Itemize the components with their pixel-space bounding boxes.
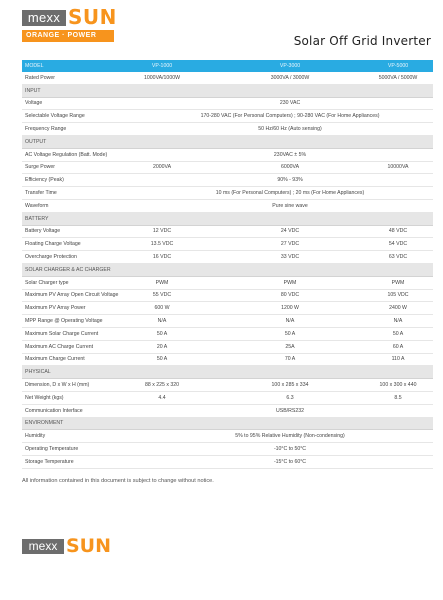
- row-label: Storage Temperature: [25, 458, 74, 465]
- table-row: Floating Charge Voltage 13.5 VDC 27 VDC 54 VDC: [22, 238, 433, 251]
- row-label: Operating Temperature: [25, 446, 79, 452]
- row-label: Dimension, D x W x H (mm): [25, 382, 90, 389]
- spec-table: [22, 60, 433, 469]
- row-label: Maximum PV Array Power: [25, 305, 86, 312]
- row-label: Efficiency (Peak): [25, 177, 64, 184]
- section-title: SOLAR CHARGER & AC CHARGER: [25, 266, 111, 273]
- section-title: ENVIRONMENT: [25, 420, 64, 427]
- table-header-row: MODEL VP-1000 VP-3000 VP-5000: [22, 60, 433, 72]
- row-label: Maximum PV Array Open Circuit Voltage: [25, 292, 119, 299]
- section-header-row: [22, 213, 433, 226]
- table-row: Humidity 5% to 95% Relative Humidity (Non-condensing): [22, 430, 433, 443]
- row-label: Transfer Time: [25, 190, 57, 197]
- row-label: Surge Power: [25, 164, 55, 171]
- row-label: Overcharge Protection: [25, 254, 77, 261]
- footer-logo-mexx: mexx: [22, 539, 64, 554]
- table-row: Selectable Voltage Range 170-280 VAC (For Personal Computers) ; 90-280 VAC (For Home Appliances): [22, 110, 433, 123]
- row-label: Rated Power: [25, 74, 55, 81]
- row-label: Maximum Solar Charge Current: [25, 330, 99, 337]
- table-row: MPP Range @ Operating Voltage N/A N/A N/A: [22, 315, 433, 328]
- section-title: INPUT: [25, 87, 41, 94]
- section-header-row: [22, 418, 433, 431]
- logo-word-sun: SUN: [68, 5, 117, 29]
- table-row: Rated Power 1000VA/1000W 3000VA / 3000W 5000VA / 5000W: [22, 72, 433, 85]
- table-row: Communication Interface USB/RS232: [22, 405, 433, 418]
- row-label: Selectable Voltage Range: [25, 113, 85, 120]
- section-header-row: [22, 136, 433, 149]
- row-label: MPP Range @ Operating Voltage: [25, 318, 103, 325]
- table-row: Maximum AC Charge Current 20 A 25A 60 A: [22, 341, 433, 354]
- table-row: Storage Temperature -15°C to 60°C: [22, 456, 433, 469]
- row-label: Maximum Charge Current: [25, 356, 85, 363]
- section-title: PHYSICAL: [25, 369, 51, 376]
- row-label: Waveform: [25, 202, 49, 209]
- row-label: Frequency Range: [25, 126, 67, 133]
- table-row: Efficiency (Peak) 90% - 93%: [22, 174, 433, 187]
- brand-logo: [22, 5, 132, 40]
- page-title: Solar Off Grid Inverter: [293, 34, 431, 48]
- table-row: Waveform Pure sine wave: [22, 200, 433, 213]
- footer-logo-sun: SUN: [66, 535, 112, 557]
- row-label: Communication Interface: [25, 407, 83, 414]
- row-label: Maximum AC Charge Current: [25, 343, 94, 350]
- row-label: Solar Charger type: [25, 279, 69, 286]
- section-header-row: [22, 85, 433, 98]
- header-label: MODEL: [25, 63, 44, 69]
- table-row: Surge Power 2000VA 6000VA 10000VA: [22, 162, 433, 175]
- section-title: BATTERY: [25, 215, 49, 222]
- table-row: Overcharge Protection 16 VDC 33 VDC 63 VDC: [22, 251, 433, 264]
- section-header-row: [22, 366, 433, 379]
- table-row: Maximum PV Array Power 600 W 1200 W 2400 W: [22, 302, 433, 315]
- section-header-row: [22, 264, 433, 277]
- footer-logo: [22, 536, 122, 558]
- disclaimer-text: All information contained in this document is subject to change without notice.: [22, 478, 214, 484]
- row-label: Floating Charge Voltage: [25, 241, 81, 248]
- logo-tagline: ORANGE · POWER: [22, 30, 114, 42]
- section-title: OUTPUT: [25, 138, 47, 145]
- table-row: Operating Temperature -10°C to 50°C: [22, 443, 433, 456]
- table-row: AC Voltage Regulation (Batt. Mode) 230VAC ± 5%: [22, 149, 433, 162]
- table-row: Maximum Solar Charge Current 50 A 50 A 50 A: [22, 328, 433, 341]
- table-row: Frequency Range 50 Hz/60 Hz (Auto sensing): [22, 123, 433, 136]
- table-row: Net Weight (kgs) 4.4 6.3 8.5: [22, 392, 433, 405]
- table-row: Maximum PV Array Open Circuit Voltage 55 VDC 80 VDC 105 VDC: [22, 290, 433, 303]
- row-label: Voltage: [25, 100, 43, 107]
- table-row: Battery Voltage 12 VDC 24 VDC 48 VDC: [22, 226, 433, 239]
- table-row: Transfer Time 10 ms (For Personal Computers) ; 20 ms (For Home Appliances): [22, 187, 433, 200]
- logo-word-mexx: mexx: [22, 10, 66, 26]
- table-row: Solar Charger type PWM PWM PWM: [22, 277, 433, 290]
- table-row: Maximum Charge Current 50 A 70 A 110 A: [22, 354, 433, 367]
- table-row: Dimension, D x W x H (mm) 88 x 225 x 320 100 x 285 x 334 100 x 300 x 440: [22, 379, 433, 392]
- row-label: Net Weight (kgs): [25, 394, 64, 401]
- row-label: Humidity: [25, 433, 46, 440]
- table-row: Voltage 230 VAC: [22, 98, 433, 111]
- row-label: AC Voltage Regulation (Batt. Mode): [25, 151, 108, 158]
- row-label: Battery Voltage: [25, 228, 61, 235]
